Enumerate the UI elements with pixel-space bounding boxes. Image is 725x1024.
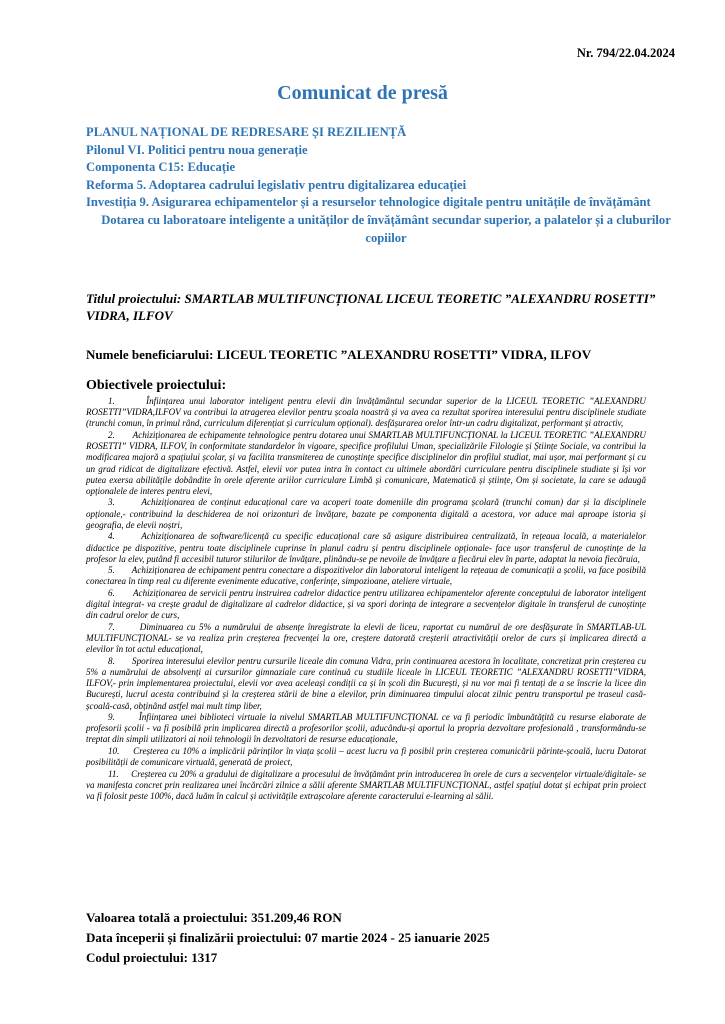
project-summary: [86, 908, 686, 968]
objective-item: 5. Achiziționarea de echipament pentru conectare a dispozitivelor din laboratorul inteligent la rețeaua de comunicații a școlii, va face posibilă conectarea în timp real cu diferente evenimente educative, conferințe, simpozioane, ateliere virtuale,: [86, 565, 646, 587]
reference-number: Nr. 794/22.04.2024: [576, 46, 675, 60]
heading-line-pnrr: PLANUL NAȚIONAL DE REDRESARE ȘI REZILIENȚĂ: [86, 125, 407, 139]
beneficiary-name: Numele beneficiarului: LICEUL TEORETIC ”ALEXANDRU ROSETTI” VIDRA, ILFOV: [86, 347, 592, 362]
project-dates: Data începerii și finalizării proiectului: 07 martie 2024 - 25 ianuarie 2025: [86, 930, 490, 945]
objective-item: 7. Diminuarea cu 5% a numărului de absențe înregistrate la elevii de liceu, raportat cu numărul de ore desfășurate în SMARTLAB-UL MULTIFUNCȚIONAL- se va realiza prin creșterea frecvenței la ore, creștere datorată creșterii atractivității orelor de curs și implicarea directă a elevilor în tot actul educațional,: [86, 621, 646, 655]
objective-item: 2. Achiziționarea de echipamente tehnologice pentru dotarea unui SMARTLAB MULTIFUNCȚIONAL la LICEUL TEORETIC ”ALEXANDRU ROSETTI” VIDRA, ILFOV, în conformitate standardelor în vigoare, specifice profilului Uman, specializările Filologie și Științe Sociale, va contribui la modificarea majoră a spațiului școlar, și va facilita transmiterea de cunoștințe specifice disciplinelor din profilul studiat, mai ușor, mai performant și cu un grad ridicat de digitalizare efectivă. Astfel, elevii vor putea intra în contact cu ultimele abordări curriculare pentru disciplinele studiate și își vor putea exersa abilitățile dobândite în orele aferente ariilor curriculare Limbă și comunicare, Matematică și științe, Om și societate, la care se adaugă opționalele de interes pentru elevi,: [86, 429, 646, 496]
objectives-list: [86, 396, 646, 803]
objective-item: 6. Achiziționarea de servicii pentru instruirea cadrelor didactice pentru utilizarea echipamentelor aferente conceptului de laborator inteligent digital integrat- va crește gradul de digitalizare al cadrelor didactice, și va spori dorința de integrare a secvențelor digitale în transferul de cunoștințe din cadrul orelor de curs,: [86, 587, 646, 621]
project-code: Codul proiectului: 1317: [86, 950, 218, 965]
project-value: Valoarea totală a proiectului: 351.209,46 RON: [86, 910, 342, 925]
heading-line-investitia: Investiția 9. Asigurarea echipamentelor și a resurselor tehnologice digitale pentru unitățile de învățământ: [86, 195, 651, 210]
objective-item: 10. Creșterea cu 10% a implicării părinților în viața școlii – acest lucru va fi posibil prin creșterea comunicării părinte-școală, lucru Datorat posibilității de comunicare virtuală, generată de proiect,: [86, 745, 646, 768]
project-title: Titlul proiectului: SMARTLAB MULTIFUNCȚIONAL LICEUL TEORETIC ”ALEXANDRU ROSETTI” VIDRA, ILFOV: [86, 291, 656, 323]
heading-line-pilon: Pilonul VI. Politici pentru noua generație: [86, 142, 308, 157]
objective-item: 1. Înființarea unui laborator inteligent pentru elevii din învățământul secundar superior de la LICEUL TEORETIC ”ALEXANDRU ROSETTI”VIDRA,ILFOV va contribui la atragerea elevilor pentru școala noastră și va avea ca rezultat sporirea interesului pentru disciplinele studiate (trunchi comun, în primul rând, curriculum diferențiat și curriculum opțional). desfășurarea orelor într-un cadru digitalizat, performant și atractiv,: [86, 396, 646, 429]
objective-item: 9. Înființarea unei biblioteci virtuale la nivelul SMARTLAB MULTIFUNCȚIONAL ce va fi periodic îmbunătățită cu resurse elaborate de profesorii școlii - va fi posibilă prin implicarea directă a profesorilor școlii, aducându-și aportul la propria dezvoltare profesională , transformându-se treptat din simpli utilizatori ai noii tehnologii în dezvoltatori de resurse educaționale,: [86, 712, 646, 745]
objective-item: 8. Sporirea interesului elevilor pentru cursurile liceale din comuna Vidra, prin continuarea acestora în localitate, concretizat prin creșterea cu 5% a numărului de absolvenți ai cursurilor gimnaziale care continuă cu studiile liceale în LICEUL TEORETIC ”ALEXANDRU ROSETTI”VIDRA, ILFOV,- prin implementarea proiectului, elevii vor avea aceleași condiții ca și în școli din București, și nu vor mai fi tentați de a se înscrie la licee din București, lucrul acesta contribuind și la creșterea stării de bine a elevilor, prin diminuarea timpului alocat zilnic pentru transportul pe traseul casă-școală-casă, obținând astfel mai mult timp liber,: [86, 655, 646, 711]
objective-item: 3. Achiziționarea de conținut educațional care va acoperi toate domeniile din programa școlară (trunchi comun) dar și la disciplinele opționale,- contribuind la deschiderea de noi orizonturi de învățare, bazate pe componenta digitală a acestora, vor aduce mai aproape istoria și geografia, de elevii noștri,: [86, 497, 646, 530]
heading-line-reforma: Reforma 5. Adoptarea cadrului legislativ pentru digitalizarea educației: [86, 177, 467, 192]
heading-line-componenta: Componenta C15: Educație: [86, 160, 236, 175]
page-title: Comunicat de presă: [277, 82, 448, 104]
program-heading: [86, 124, 686, 247]
objective-item: 11. Creșterea cu 20% a gradului de digitalizare a procesului de învățământ prin introducerea în orele de curs a secvențelor virtuale/digitale- se va manifesta concret prin realizarea unei încărcări zilnice a sălii aferente SMARTLAB MULTIFUNCȚIONAL, astfel spațiul dotat și echipat prin proiect va fi folosit peste 100%, dacă luăm în calcul și activitățile extrașcolare aferente caracterului e-learning al sălii.: [86, 768, 646, 802]
objectives-heading: Obiectivele proiectului:: [86, 378, 227, 393]
objective-item: 4. Achiziționarea de software/licență cu specific educațional care să asigure distribuirea centralizată, în rețeaua locală, a materialelor didactice pe dispozitive, pentru toate disciplinele cuprinse în planul cadru și pentru disciplinele opționale- face ușor transferul de cunoștințe de la profesor la elev, putând fi accesibil tuturor stilurilor de învățare, plinându-se pe nevoile de învățare a fiecărui elev în parte, adaptat la nevoia fiecăruia,: [86, 531, 646, 564]
heading-line-dotarea: Dotarea cu laboratoare inteligente a unităților de învățământ secundar superior, a palatelor și a cluburilor copiilor: [101, 212, 671, 245]
